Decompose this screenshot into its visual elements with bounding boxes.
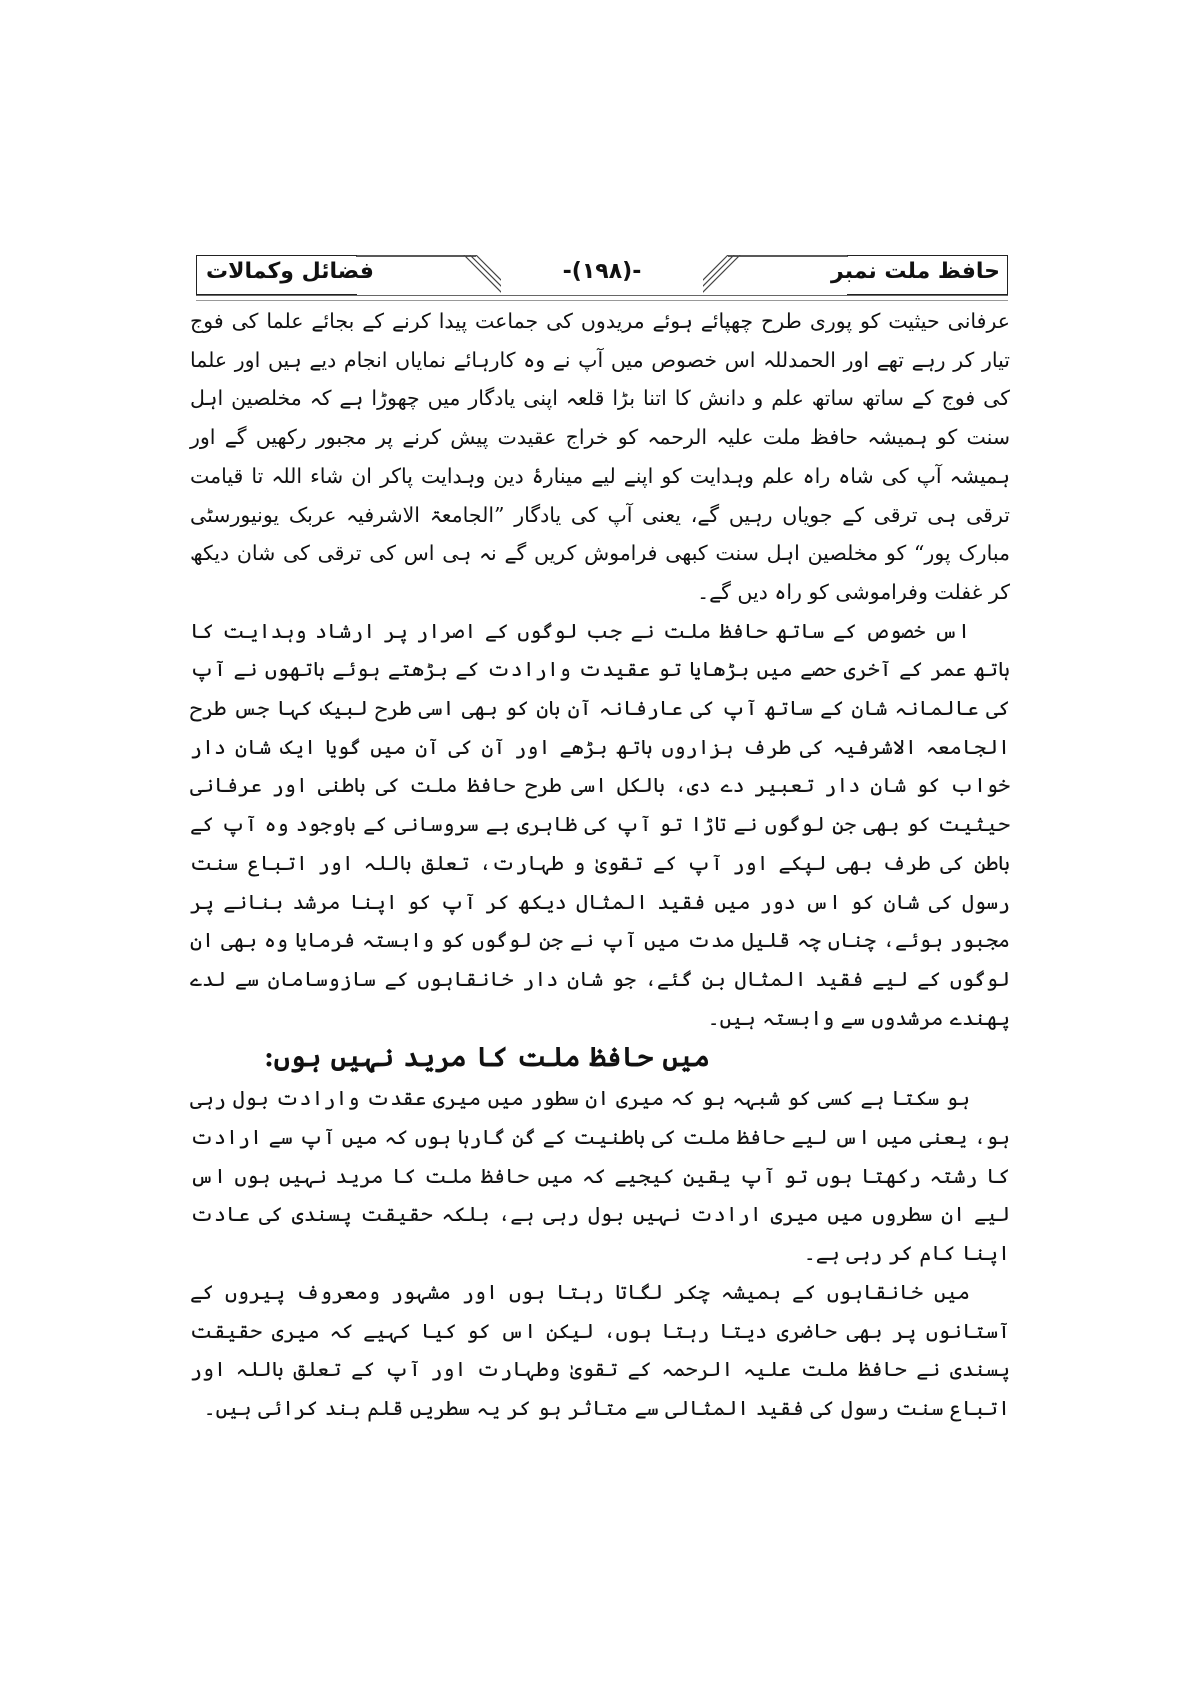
paragraph: ہو سکتا ہے کسی کو شبہہ ہو کہ میری ان سطور میں میری عقدت وارادت بول رہی ہو، یعنی میں اس لیے حافظ ملت کی باطنیت کے گن گارہا ہوں کہ میں آپ سے ارادت کا رشتہ رکھتا ہوں تو آپ یقین کیجیے کہ میں حافظ ملت کا مرید نہیں ہوں اس لیے ان سطروں میں میری ارادت نہیں بول رہی ہے، بلکہ حقیقت پسندی کی عادت اپنا کام کر رہی ہے۔ <box>190 1086 1010 1266</box>
header-rule <box>196 295 1008 301</box>
header-publication-title: حافظ ملت نمبر <box>831 259 1000 284</box>
page-number: -(۱۹۸)- <box>562 259 642 284</box>
header-section-title: فضائل وکمالات <box>206 259 374 284</box>
paragraph: میں خانقاہوں کے ہمیشہ چکر لگاتا رہتا ہوں اور مشہور ومعروف پیروں کے آستانوں پر بھی حاضری دیتا رہتا ہوں، لیکن اس کو کیا کہیے کہ میری حقیقت پسندی نے حافظ ملت علیہ الرحمہ کے تقویٰ وطہارت اور آپ کے تعلق باللہ اور اتباع سنت رسول کی فقید المثالی سے متاثر ہو کر یہ سطریں قلم بند کرائی ہیں۔ <box>190 1279 1010 1420</box>
body-text <box>190 302 1010 1428</box>
paragraph: اس خصوص کے ساتھ حافظ ملت نے جب لوگوں کے اصرار پر ارشاد وہدایت کا ہاتھ عمر کے آخری حصے میں بڑھایا تو عقیدت وارادت کے بڑھتے ہوئے ہاتھوں نے آپ کی عالمانہ شان کے ساتھ آپ کی عارفانہ آن بان کو بھی اسی طرح لبیک کہا جس طرح الجامعہ الاشرفیہ کی طرف ہزاروں ہاتھ بڑھے اور آن کی آن میں گویا ایک شان دار خواب کو شان دار تعبیر دے دی، بالکل اسی طرح حافظ ملت کی باطنی اور عرفانی حیثیت کو بھی جن لوگوں نے تاڑا تو آپ کی ظاہری بے سروسانی کے باوجود وہ آپ کے باطن کی طرف بھی لپکے اور آپ کے تقویٰ و طہارت، تعلق باللہ اور اتباع سنت رسول کی شان کو اس دور میں فقید المثال دیکھ کر آپ کو اپنا مرشد بنانے پر مجبور ہوئے، چناں چہ قلیل مدت میں آپ نے جن لوگوں کو وابستہ فرمایا وہ بھی ان لوگوں کے لیے فقید المثال بن گئے، جو شان دار خانقاہوں کے سازوسامان سے لدے پھندے مرشدوں سے وابستہ ہیں۔ <box>190 618 1010 1030</box>
paragraph: عرفانی حیثیت کو پوری طرح چھپائے ہوئے مریدوں کی جماعت پیدا کرنے کے بجائے علما کی فوج تیار کر رہے تھے اور الحمدللہ اس خصوص میں آپ نے وہ کارہائے نمایاں انجام دیے ہیں اور علما کی فوج کے ساتھ ساتھ علم و دانش کا اتنا بڑا قلعہ اپنی یادگار میں چھوڑا ہے کہ مخلصین اہل سنت کو ہمیشہ حافظ ملت علیہ الرحمہ کو خراج عقیدت پیش کرنے پر مجبور رکھیں گے اور ہمیشہ آپ کی شاہ راہ علم وہدایت کو اپنے لیے مینارۂ دین وہدایت پاکر ان شاء اللہ تا قیامت ترقی ہی ترقی کے جویاں رہیں گے، یعنی آپ کی یادگار ”الجامعۃ الاشرفیہ عربک یونیورسٹی مبارک پور“ کو مخلصین اہل سنت کبھی فراموش کریں گے نہ ہی اس کی ترقی کی شان دیکھ کر غفلت وفراموشی کو راہ دیں گے۔ <box>190 309 1010 604</box>
header-right-ornament-icon <box>703 255 848 295</box>
section-heading: میں حافظ ملت کا مرید نہیں ہوں: <box>263 1042 710 1074</box>
page-header <box>196 255 1008 299</box>
